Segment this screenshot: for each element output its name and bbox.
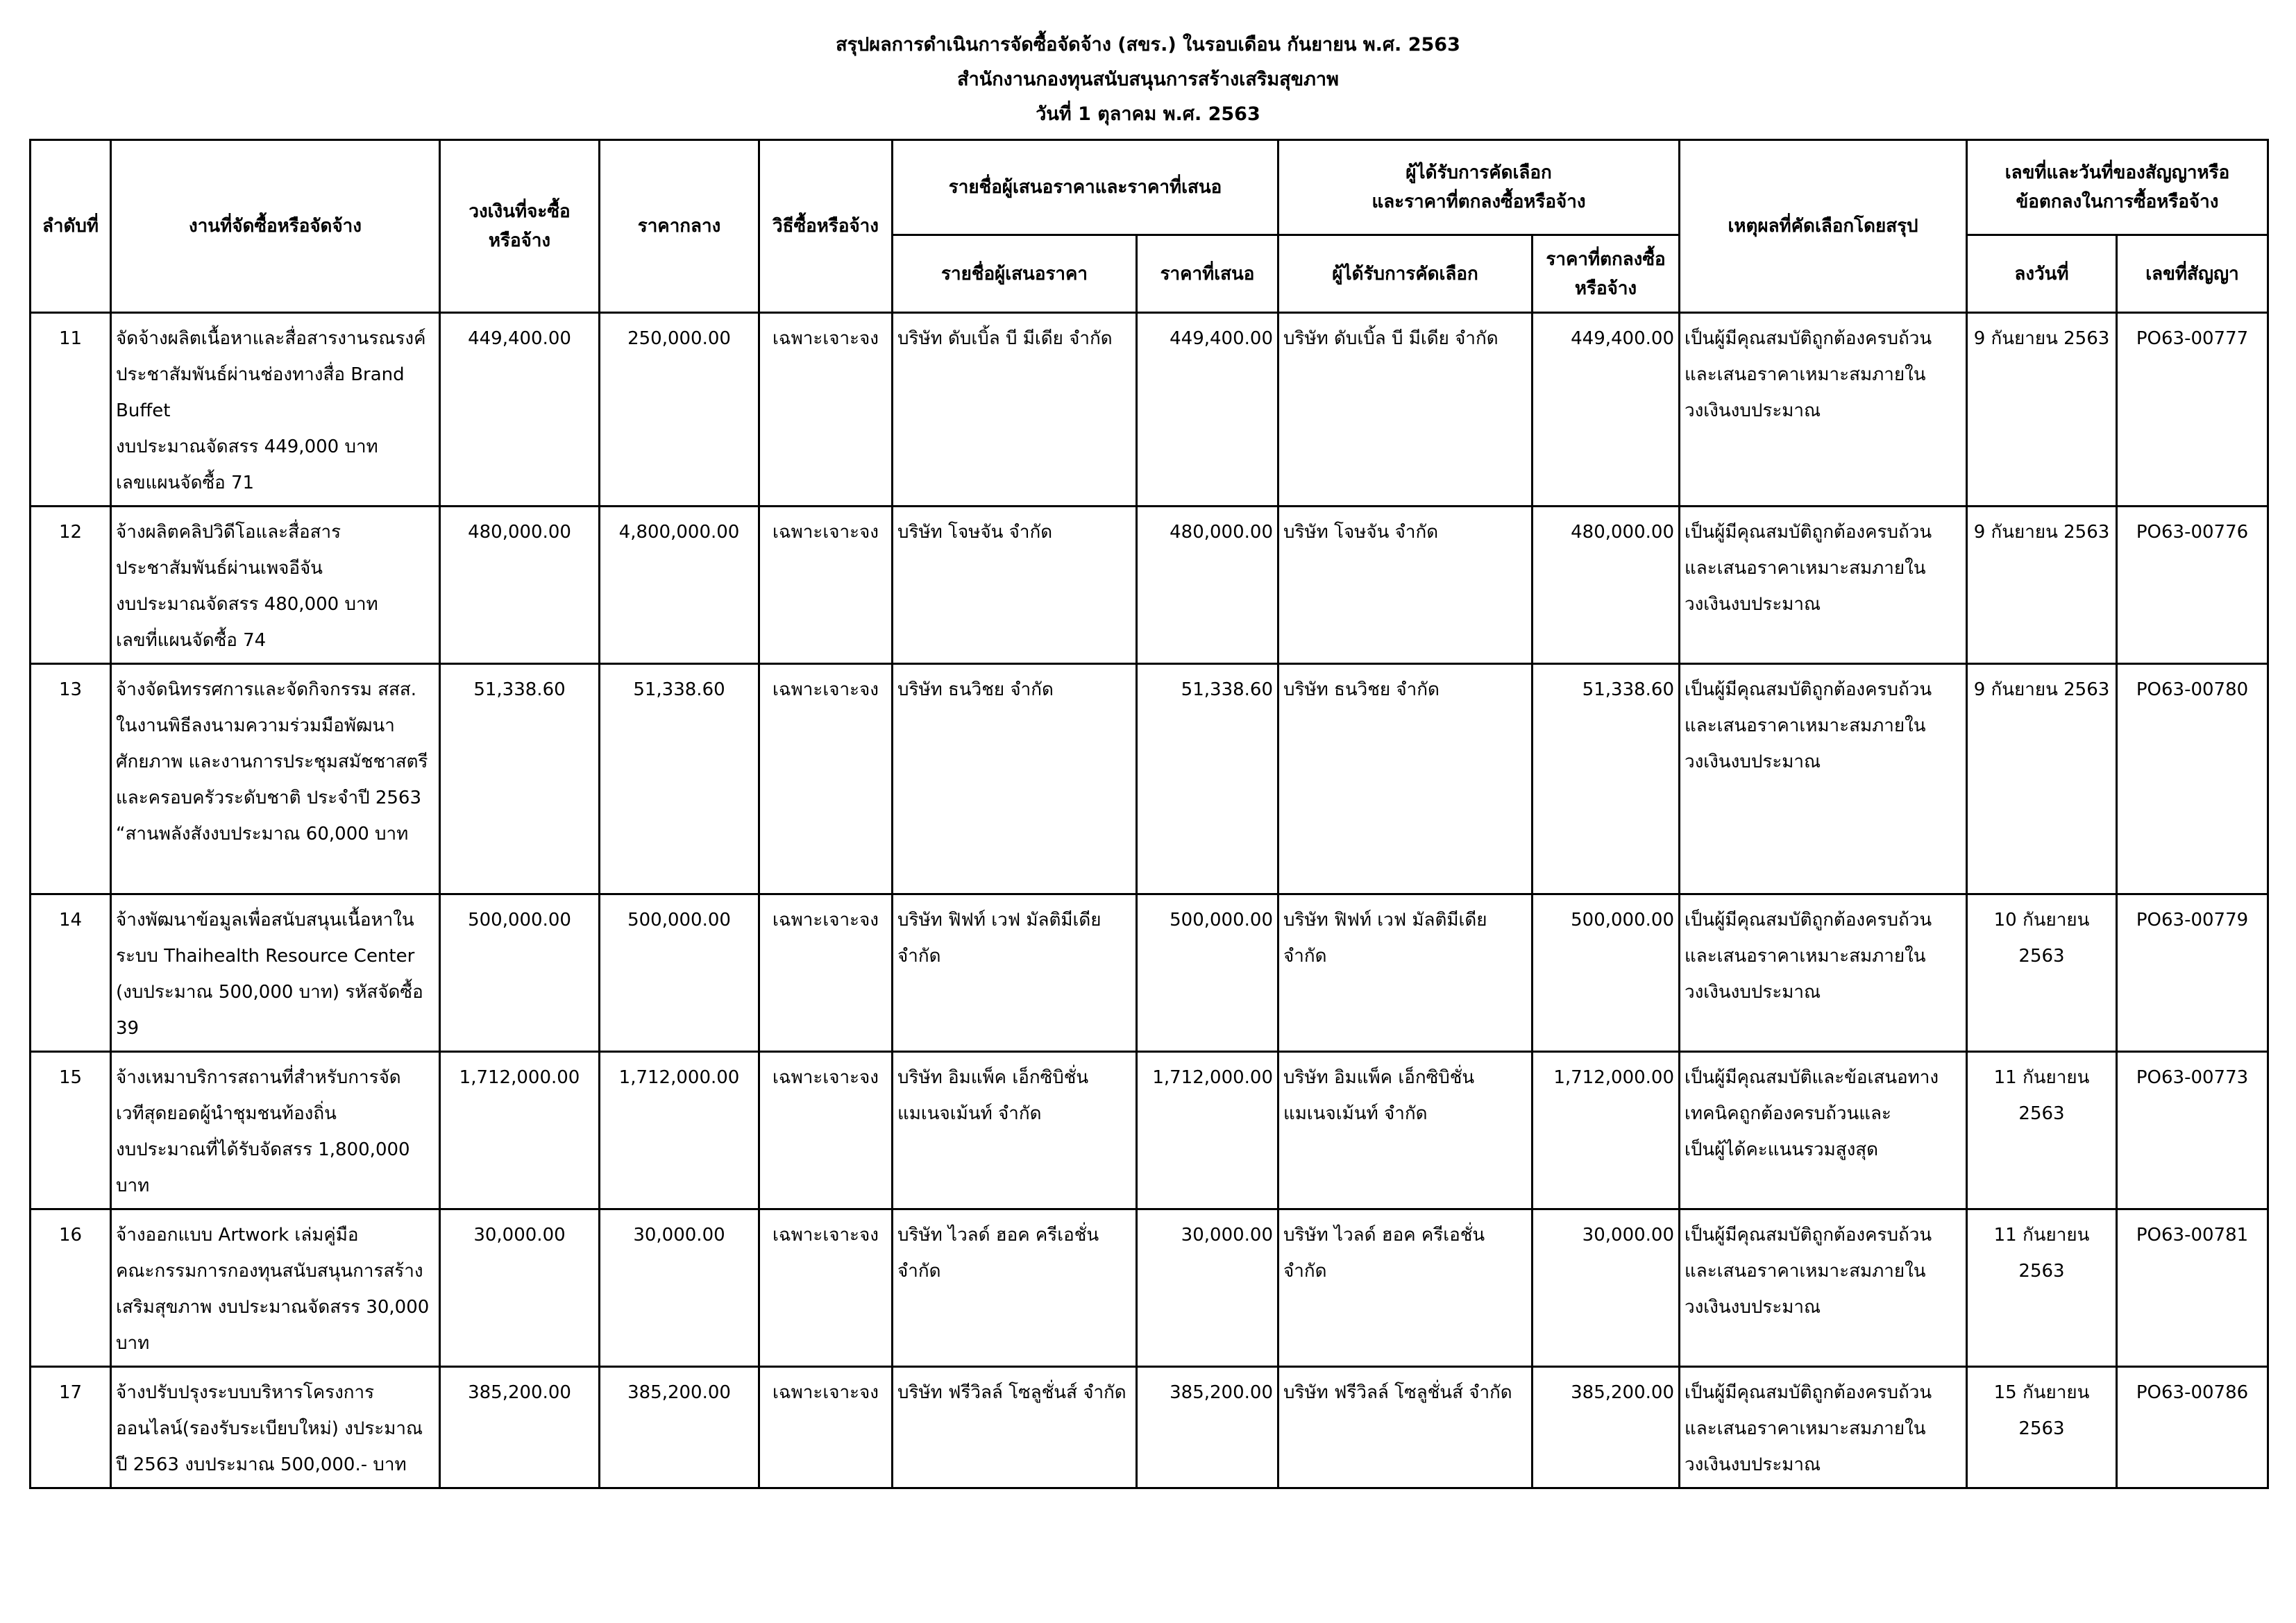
col-budget-header: วงเงินที่จะซื้อ หรือจ้าง [440, 140, 600, 313]
col-bid-price-header: ราคาที่เสนอ [1137, 235, 1278, 313]
method-cell: เฉพาะเจาะจง [759, 507, 893, 664]
table-row [31, 1367, 2268, 1488]
bidder-cell: บริษัท ดับเบิ้ล บี มีเดีย จำกัด [893, 313, 1137, 507]
selected-cell: บริษัท ฟรีวิลล์ โซลูชั่นส์ จำกัด [1278, 1367, 1533, 1488]
bid-price-cell: 51,338.60 [1137, 664, 1278, 894]
method-cell: เฉพาะเจาะจง [759, 664, 893, 894]
col-contract-no-header: เลขที่สัญญา [2117, 235, 2268, 313]
date-cell: 9 กันยายน 2563 [1967, 507, 2117, 664]
selected-cell: บริษัท ดับเบิ้ล บี มีเดีย จำกัด [1278, 313, 1533, 507]
median-price-cell: 4,800,000.00 [600, 507, 759, 664]
reason-cell: เป็นผู้มีคุณสมบัติและข้อเสนอทาง เทคนิคถูกต้องครบถ้วนและ เป็นผู้ได้คะแนนรวมสูงสุด [1680, 1052, 1967, 1209]
agency-name: สำนักงานกองทุนสนับสนุนการสร้างเสริมสุขภาพ [957, 69, 1339, 90]
median-price-cell: 1,712,000.00 [600, 1052, 759, 1209]
budget-cell: 30,000.00 [440, 1209, 600, 1367]
seq-cell: 12 [31, 507, 111, 664]
contract-no-cell: PO63-00786 [2117, 1367, 2268, 1488]
seq-cell: 16 [31, 1209, 111, 1367]
table-row [31, 894, 2268, 1052]
bid-price-cell: 1,712,000.00 [1137, 1052, 1278, 1209]
bid-price-cell: 480,000.00 [1137, 507, 1278, 664]
method-cell: เฉพาะเจาะจง [759, 313, 893, 507]
seq-cell: 15 [31, 1052, 111, 1209]
bidder-cell: บริษัท ฟรีวิลล์ โซลูชั่นส์ จำกัด [893, 1367, 1137, 1488]
table-row [31, 507, 2268, 664]
method-cell: เฉพาะเจาะจง [759, 894, 893, 1052]
col-bidder-name-header: รายชื่อผู้เสนอราคา [893, 235, 1137, 313]
median-price-cell: 385,200.00 [600, 1367, 759, 1488]
date-cell: 9 กันยายน 2563 [1967, 313, 2117, 507]
selected-cell: บริษัท ธนวิชย จำกัด [1278, 664, 1533, 894]
seq-cell: 13 [31, 664, 111, 894]
selected-cell: บริษัท โจษจัน จำกัด [1278, 507, 1533, 664]
contract-no-cell: PO63-00780 [2117, 664, 2268, 894]
budget-cell: 1,712,000.00 [440, 1052, 600, 1209]
selected-cell: บริษัท อิมแพ็ค เอ็กซิบิชั่น แมเนจเม้นท์ จำกัด [1278, 1052, 1533, 1209]
bidder-cell: บริษัท ฟิฟท์ เวฟ มัลติมีเดีย จำกัด [893, 894, 1137, 1052]
col-work-header: งานที่จัดซื้อหรือจัดจ้าง [111, 140, 440, 313]
bidder-cell: บริษัท อิมแพ็ค เอ็กซิบิชั่น แมเนจเม้นท์ จำกัด [893, 1052, 1137, 1209]
bid-price-cell: 30,000.00 [1137, 1209, 1278, 1367]
table-row [31, 1052, 2268, 1209]
bid-price-cell: 449,400.00 [1137, 313, 1278, 507]
selected-cell: บริษัท ฟิฟท์ เวฟ มัลติมีเดีย จำกัด [1278, 894, 1533, 1052]
bidder-cell: บริษัท ไวลด์ ฮอค ครีเอชั่น จำกัด [893, 1209, 1137, 1367]
agreed-price-cell: 480,000.00 [1533, 507, 1680, 664]
work-cell: จ้างออกแบบ Artwork เล่มคู่มือ คณะกรรมการกองทุนสนับสนุนการสร้าง เสริมสุขภาพ งบประมาณจัดสรร 30,000 บาท [111, 1209, 440, 1367]
seq-cell: 11 [31, 313, 111, 507]
date-cell: 11 กันยายน 2563 [1967, 1052, 2117, 1209]
col-reason-header: เหตุผลที่คัดเลือกโดยสรุป [1680, 140, 1967, 313]
date-cell: 15 กันยายน 2563 [1967, 1367, 2117, 1488]
seq-cell: 17 [31, 1367, 111, 1488]
contract-no-cell: PO63-00779 [2117, 894, 2268, 1052]
work-cell: จ้างเหมาบริการสถานที่สำหรับการจัด เวทีสุดยอดผู้นำชุมชนท้องถิ่น งบประมาณที่ได้รับจัดสรร 1,800,000 บาท [111, 1052, 440, 1209]
reason-cell: เป็นผู้มีคุณสมบัติถูกต้องครบถ้วน และเสนอราคาเหมาะสมภายใน วงเงินงบประมาณ [1680, 313, 1967, 507]
agreed-price-cell: 51,338.60 [1533, 664, 1680, 894]
document-date: วันที่ 1 ตุลาคม พ.ศ. 2563 [1036, 103, 1260, 125]
table-body [31, 313, 2268, 1488]
agreed-price-cell: 500,000.00 [1533, 894, 1680, 1052]
col-bidders-group-header: รายชื่อผู้เสนอราคาและราคาที่เสนอ [893, 140, 1278, 235]
work-cell: จ้างจัดนิทรรศการและจัดกิจกรรม สสส. ในงานพิธีลงนามความร่วมมือพัฒนา ศักยภาพ และงานการประชุมสมัชชาสตรี และครอบครัวระดับชาติ ประจำปี 2563 “สานพลังสังงบประมาณ 60,000 บาท [111, 664, 440, 894]
date-cell: 9 กันยายน 2563 [1967, 664, 2117, 894]
document-title: สรุปผลการดำเนินการจัดซื้อจัดจ้าง (สขร.) ในรอบเดือน กันยายน พ.ศ. 2563 [836, 34, 1460, 56]
method-cell: เฉพาะเจาะจง [759, 1052, 893, 1209]
reason-cell: เป็นผู้มีคุณสมบัติถูกต้องครบถ้วน และเสนอราคาเหมาะสมภายใน วงเงินงบประมาณ [1680, 1367, 1967, 1488]
method-cell: เฉพาะเจาะจง [759, 1367, 893, 1488]
table-header [31, 140, 2268, 313]
agreed-price-cell: 449,400.00 [1533, 313, 1680, 507]
median-price-cell: 250,000.00 [600, 313, 759, 507]
procurement-table [29, 139, 2269, 1489]
budget-cell: 385,200.00 [440, 1367, 600, 1488]
col-selected-name-header: ผู้ได้รับการคัดเลือก [1278, 235, 1533, 313]
budget-cell: 449,400.00 [440, 313, 600, 507]
col-seq-header: ลำดับที่ [31, 140, 111, 313]
budget-cell: 500,000.00 [440, 894, 600, 1052]
document-header [0, 28, 2296, 132]
selected-cell: บริษัท ไวลด์ ฮอค ครีเอชั่น จำกัด [1278, 1209, 1533, 1367]
table-row [31, 664, 2268, 894]
agreed-price-cell: 1,712,000.00 [1533, 1052, 1680, 1209]
work-cell: จ้างพัฒนาข้อมูลเพื่อสนับสนุนเนื้อหาใน ระบบ Thaihealth Resource Center (งบประมาณ 500,000 บาท) รหัสจัดซื้อ 39 [111, 894, 440, 1052]
col-date-header: ลงวันที่ [1967, 235, 2117, 313]
contract-no-cell: PO63-00781 [2117, 1209, 2268, 1367]
col-agreed-price-header: ราคาที่ตกลงซื้อ หรือจ้าง [1533, 235, 1680, 313]
bidder-cell: บริษัท โจษจัน จำกัด [893, 507, 1137, 664]
contract-no-cell: PO63-00776 [2117, 507, 2268, 664]
median-price-cell: 500,000.00 [600, 894, 759, 1052]
col-method-header: วิธีซื้อหรือจ้าง [759, 140, 893, 313]
col-median-header: ราคากลาง [600, 140, 759, 313]
date-cell: 11 กันยายน 2563 [1967, 1209, 2117, 1367]
reason-cell: เป็นผู้มีคุณสมบัติถูกต้องครบถ้วน และเสนอราคาเหมาะสมภายใน วงเงินงบประมาณ [1680, 664, 1967, 894]
table-row [31, 313, 2268, 507]
median-price-cell: 30,000.00 [600, 1209, 759, 1367]
bid-price-cell: 385,200.00 [1137, 1367, 1278, 1488]
work-cell: จ้างผลิตคลิปวิดีโอและสื่อสาร ประชาสัมพันธ์ผ่านเพจอีจัน งบประมาณจัดสรร 480,000 บาท เลขที่แผนจัดซื้อ 74 [111, 507, 440, 664]
reason-cell: เป็นผู้มีคุณสมบัติถูกต้องครบถ้วน และเสนอราคาเหมาะสมภายใน วงเงินงบประมาณ [1680, 507, 1967, 664]
col-selected-group-header: ผู้ได้รับการคัดเลือก และราคาที่ตกลงซื้อหรือจ้าง [1278, 140, 1680, 235]
bidder-cell: บริษัท ธนวิชย จำกัด [893, 664, 1137, 894]
seq-cell: 14 [31, 894, 111, 1052]
table-row [31, 1209, 2268, 1367]
method-cell: เฉพาะเจาะจง [759, 1209, 893, 1367]
work-cell: จ้างปรับปรุงระบบบริหารโครงการ ออนไลน์(รองรับระเบียบใหม่) งประมาณ ปี 2563 งบประมาณ 500,000.- บาท [111, 1367, 440, 1488]
budget-cell: 51,338.60 [440, 664, 600, 894]
agreed-price-cell: 385,200.00 [1533, 1367, 1680, 1488]
bid-price-cell: 500,000.00 [1137, 894, 1278, 1052]
median-price-cell: 51,338.60 [600, 664, 759, 894]
reason-cell: เป็นผู้มีคุณสมบัติถูกต้องครบถ้วน และเสนอราคาเหมาะสมภายใน วงเงินงบประมาณ [1680, 894, 1967, 1052]
col-contract-group-header: เลขที่และวันที่ของสัญญาหรือ ข้อตกลงในการซื้อหรือจ้าง [1967, 140, 2268, 235]
contract-no-cell: PO63-00777 [2117, 313, 2268, 507]
agreed-price-cell: 30,000.00 [1533, 1209, 1680, 1367]
date-cell: 10 กันยายน 2563 [1967, 894, 2117, 1052]
contract-no-cell: PO63-00773 [2117, 1052, 2268, 1209]
budget-cell: 480,000.00 [440, 507, 600, 664]
reason-cell: เป็นผู้มีคุณสมบัติถูกต้องครบถ้วน และเสนอราคาเหมาะสมภายใน วงเงินงบประมาณ [1680, 1209, 1967, 1367]
work-cell: จัดจ้างผลิตเนื้อหาและสื่อสารงานรณรงค์ ประชาสัมพันธ์ผ่านช่องทางสื่อ Brand Buffet งบประมาณจัดสรร 449,000 บาท เลขแผนจัดซื้อ 71 [111, 313, 440, 507]
